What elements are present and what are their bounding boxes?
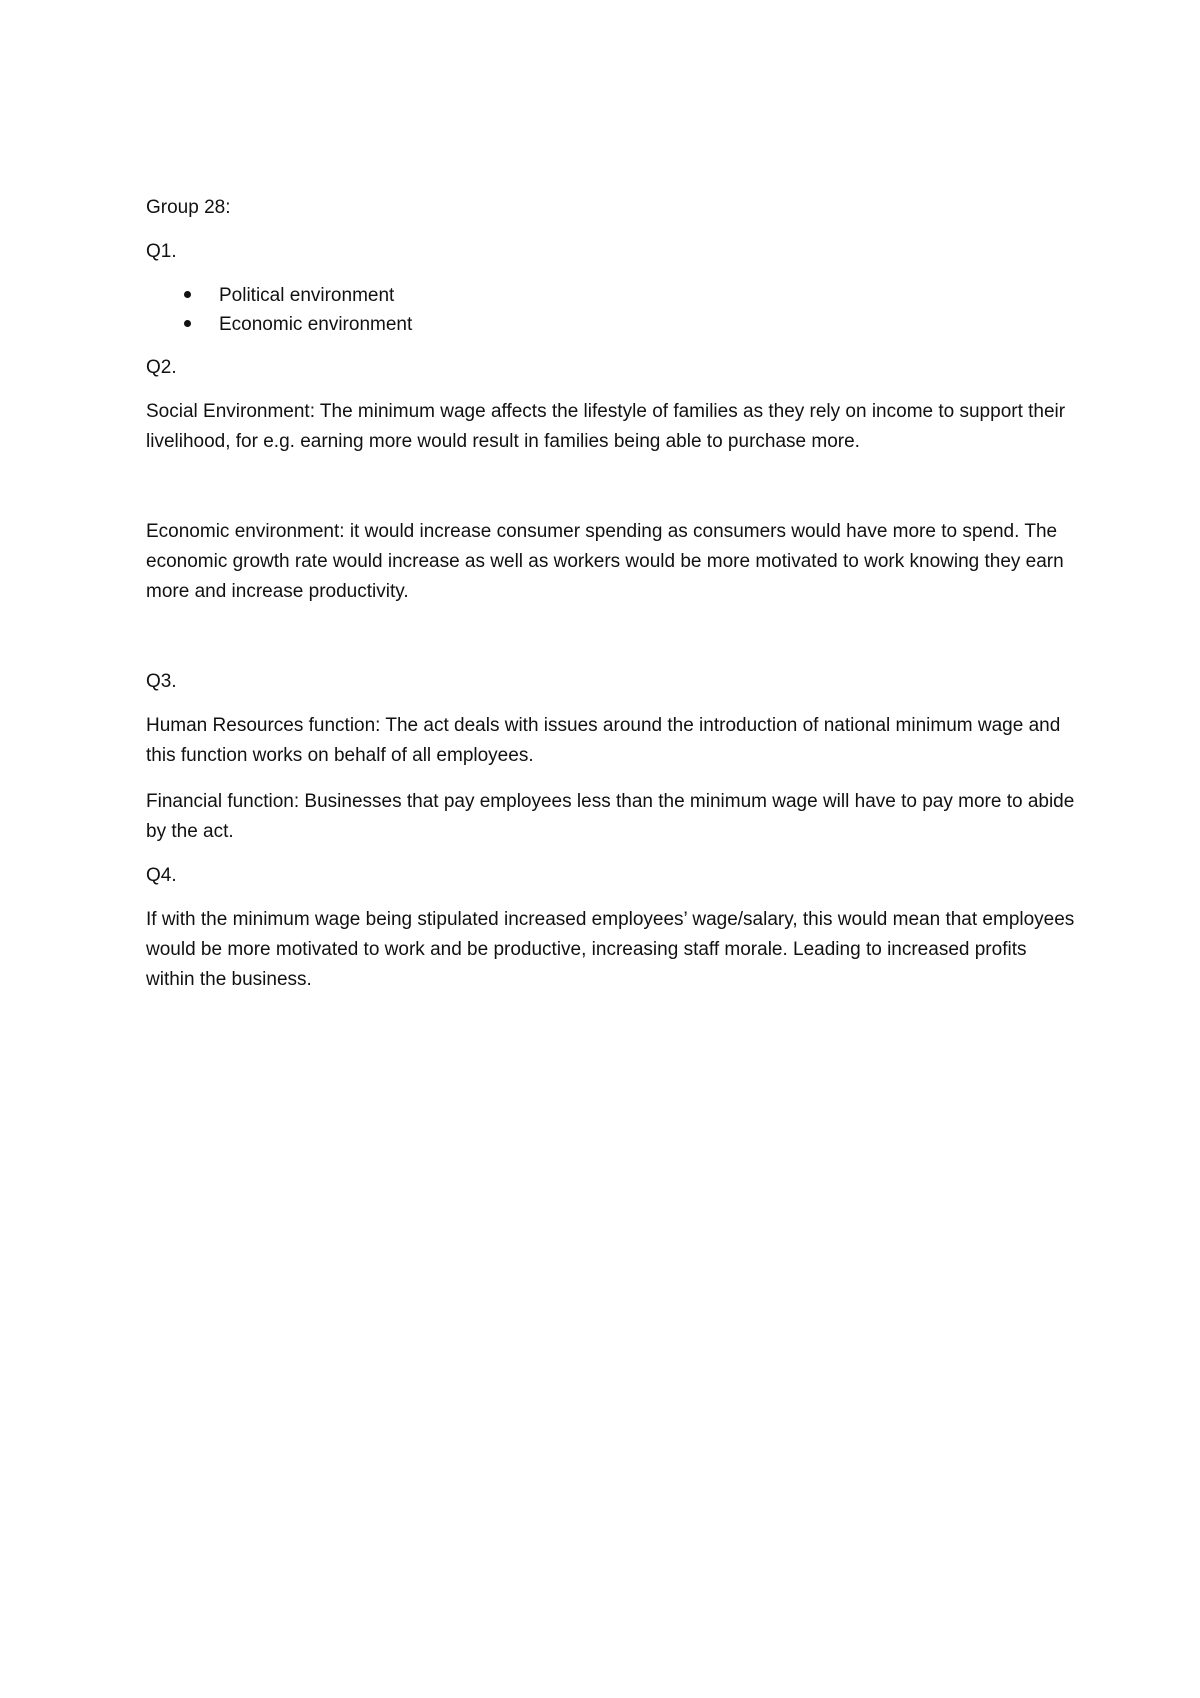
list-item-text: Political environment <box>219 285 395 306</box>
q1-list <box>146 281 1076 339</box>
q2-social-answer: Social Environment: The minimum wage affects the lifestyle of families as they rely on income to support their livelihood, for e.g. earning more would result in families being able to purchase more. <box>146 401 1066 452</box>
q4-answer: If with the minimum wage being stipulated increased employees’ wage/salary, this would mean that employees would be more motivated to work and be productive, increasing staff morale. Leading to increased profits within the business. <box>146 909 1075 990</box>
q1-heading: Q1. <box>146 241 177 262</box>
list-item <box>146 310 1076 339</box>
q3-financial-answer: Financial function: Businesses that pay employees less than the minimum wage will have to pay more to abide by the act. <box>146 791 1075 842</box>
document-body <box>146 193 1076 995</box>
bullet-icon <box>184 320 191 327</box>
document-title: Group 28: <box>146 197 231 218</box>
q3-hr-answer: Human Resources function: The act deals with issues around the introduction of national minimum wage and this function works on behalf of all employees. <box>146 715 1061 766</box>
q4-heading: Q4. <box>146 865 177 886</box>
bullet-icon <box>184 291 191 298</box>
q3-heading: Q3. <box>146 671 177 692</box>
list-item <box>146 281 1076 310</box>
q2-economic-answer: Economic environment: it would increase consumer spending as consumers would have more to spend. The economic growth rate would increase as well as workers would be more motivated to work knowing they earn more and increase productivity. <box>146 521 1064 602</box>
list-item-text: Economic environment <box>219 314 413 335</box>
q2-heading: Q2. <box>146 357 177 378</box>
